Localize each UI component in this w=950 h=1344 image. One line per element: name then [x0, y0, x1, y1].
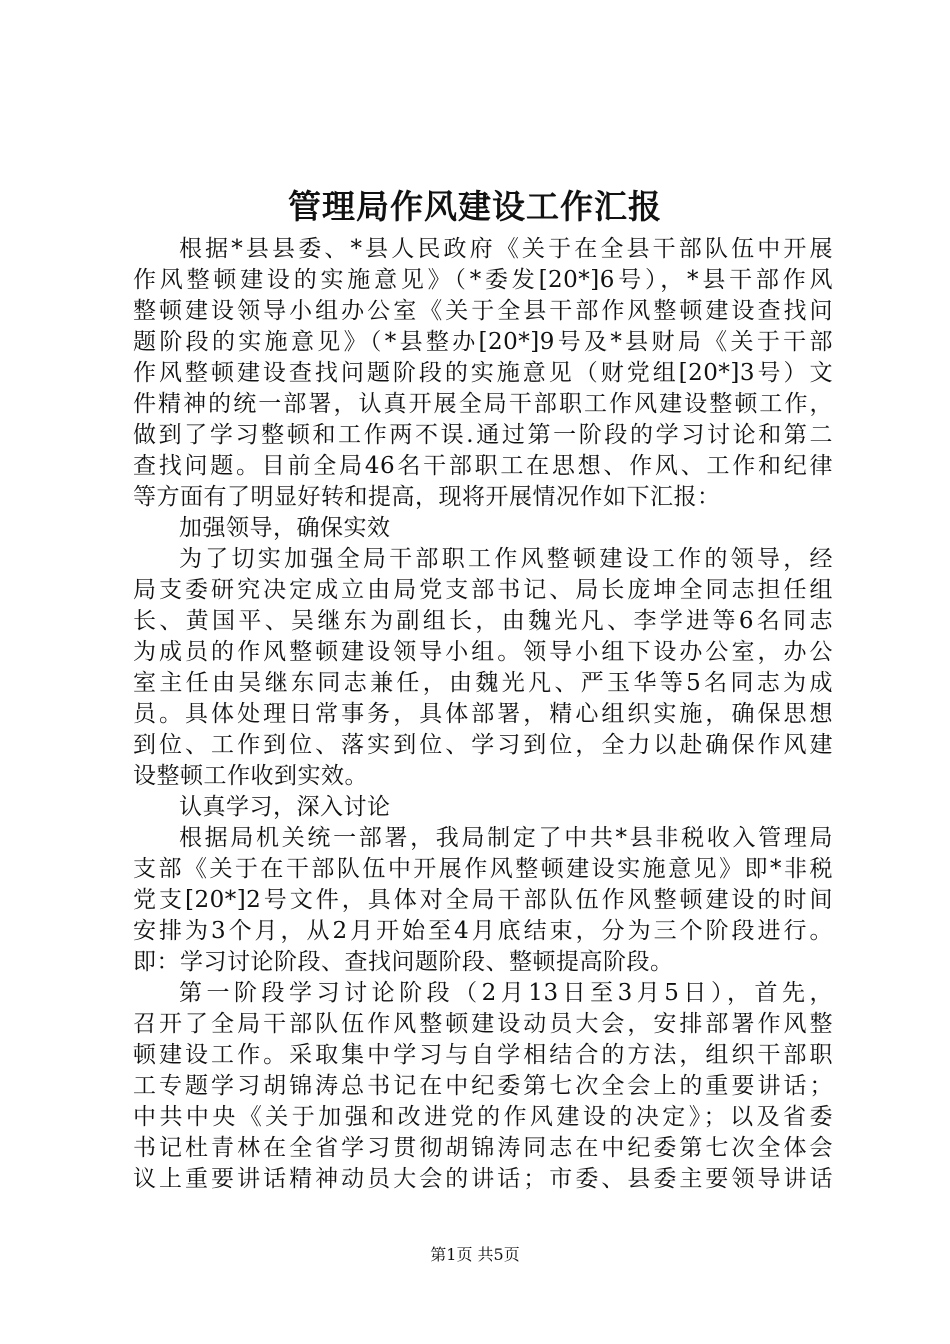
page-footer: 第1页 共5页 [430, 1245, 520, 1264]
text-line: 认真学习，深入讨论 [179, 794, 391, 820]
text-line: 员。具体处理日常事务，具体部署，精心组织实施，确保思想 [133, 701, 833, 727]
text-line: 为了切实加强全局干部职工作风整顿建设工作的领导，经 [179, 546, 833, 572]
document-body [133, 234, 833, 1195]
text-line: 召开了全局干部队伍作风整顿建设动员大会，安排部署作风整 [133, 1011, 833, 1037]
text-line: 第一阶段学习讨论阶段（2月13日至3月5日），首先， [179, 980, 833, 1006]
text-line: 作风整顿建设查找问题阶段的实施意见（财党组[20*]3号）文 [133, 360, 833, 386]
text-line: 即：学习讨论阶段、查找问题阶段、整顿提高阶段。 [133, 949, 674, 975]
text-line: 安排为3个月，从2月开始至4月底结束，分为三个阶段进行。 [133, 918, 833, 944]
text-line: 设整顿工作收到实效。 [133, 763, 368, 789]
text-line: 中共中央《关于加强和改进党的作风建设的决定》；以及省委 [133, 1104, 833, 1130]
text-line: 查找问题。目前全局46名干部职工在思想、作风、工作和纪律 [133, 453, 833, 479]
text-line: 工专题学习胡锦涛总书记在中纪委第七次全会上的重要讲话； [133, 1073, 833, 1099]
text-line: 议上重要讲话精神动员大会的讲话；市委、县委主要领导讲话 [133, 1166, 833, 1192]
text-line: 加强领导，确保实效 [179, 515, 391, 541]
text-line: 为成员的作风整顿建设领导小组。领导小组下设办公室，办公 [133, 639, 833, 665]
text-line: 根据局机关统一部署，我局制定了中共*县非税收入管理局 [179, 825, 833, 851]
text-line: 题阶段的实施意见》（*县整办[20*]9号及*县财局《关于干部 [133, 329, 833, 355]
text-line: 做到了学习整顿和工作两不误.通过第一阶段的学习讨论和第二 [133, 422, 833, 448]
text-line: 书记杜青林在全省学习贯彻胡锦涛同志在中纪委第七次全体会 [133, 1135, 833, 1161]
text-line: 室主任由吴继东同志兼任，由魏光凡、严玉华等5名同志为成 [133, 670, 833, 696]
text-line: 等方面有了明显好转和提高，现将开展情况作如下汇报： [133, 484, 721, 510]
text-line: 顿建设工作。采取集中学习与自学相结合的方法，组织干部职 [133, 1042, 833, 1068]
text-line: 作风整顿建设的实施意见》（*委发[20*]6号），*县干部作风 [133, 267, 833, 293]
text-line: 到位、工作到位、落实到位、学习到位，全力以赴确保作风建 [133, 732, 833, 758]
text-line: 局支委研究决定成立由局党支部书记、局长庞坤全同志担任组 [133, 577, 833, 603]
text-line: 整顿建设领导小组办公室《关于全县干部作风整顿建设查找问 [133, 298, 833, 324]
text-line: 支部《关于在干部队伍中开展作风整顿建设实施意见》即*非税 [133, 856, 833, 882]
text-line: 长、黄国平、吴继东为副组长，由魏光凡、李学进等6名同志 [133, 608, 833, 634]
document-title: 管理局作风建设工作汇报 [288, 187, 662, 226]
text-line: 根据*县县委、*县人民政府《关于在全县干部队伍中开展 [179, 236, 833, 262]
text-line: 件精神的统一部署，认真开展全局干部职工作风建设整顿工作， [133, 391, 833, 417]
text-line: 党支[20*]2号文件，具体对全局干部队伍作风整顿建设的时间 [133, 887, 833, 913]
